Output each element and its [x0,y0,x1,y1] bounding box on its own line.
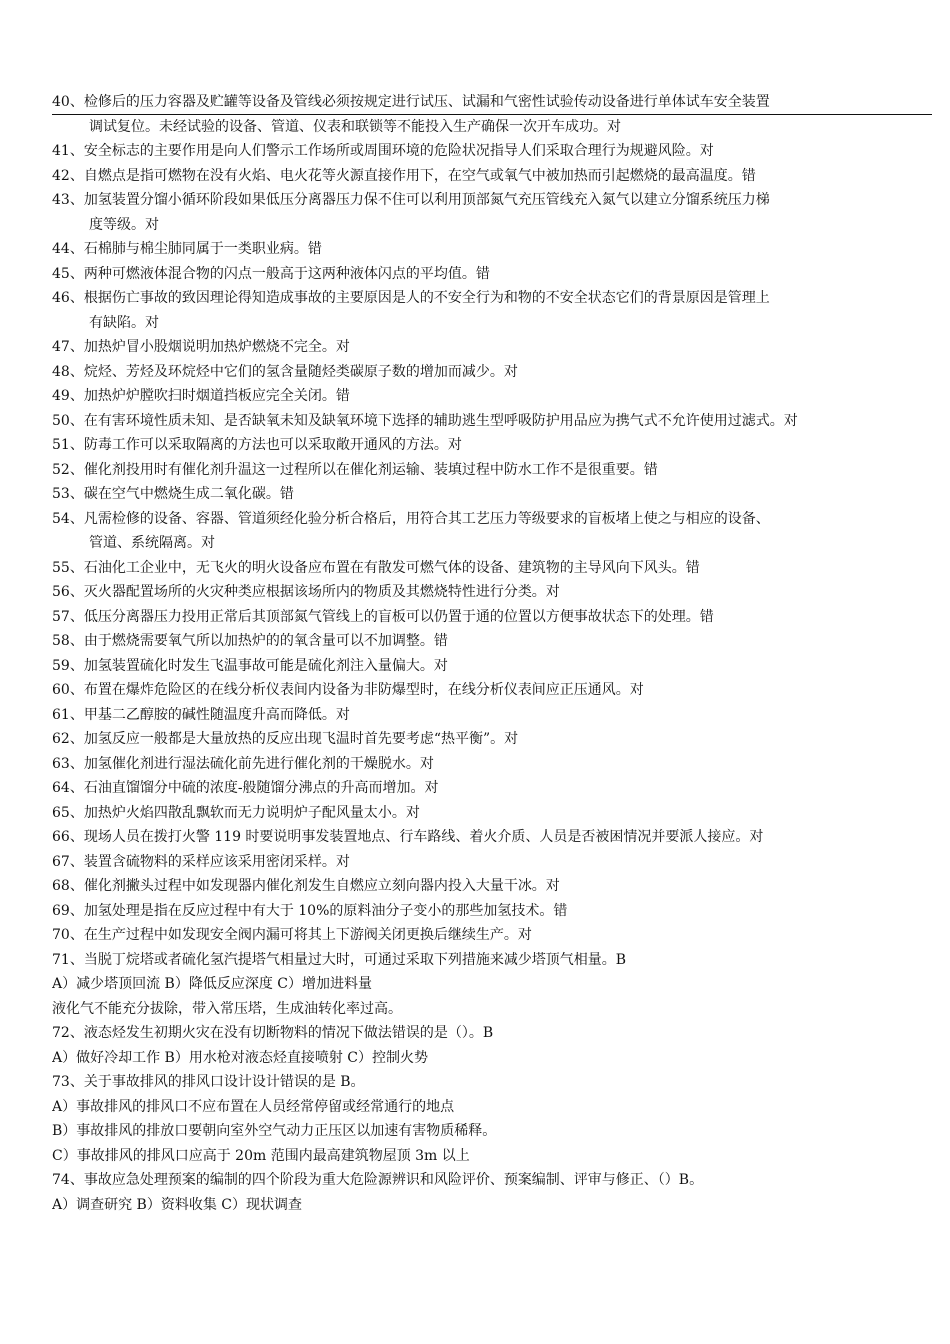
text-line: 67、装置含硫物料的采样应该采用密闭采样。对 [52,853,350,870]
text-line: A）事故排风的排风口不应布置在人员经常停留或经常通行的地点 [52,1098,455,1115]
text-line: 68、催化剂撇头过程中如发现器内催化剂发生自燃应立刻向器内投入大量干冰。对 [52,878,560,894]
text-line: 73、关于事故排风的排风口设计设计错误的是 B。 [52,1074,365,1090]
text-line: 47、加热炉冒小股烟说明加热炉燃烧不完全。对 [52,339,350,355]
text-line: 72、液态烃发生初期火灾在没有切断物料的情况下做法错误的是（）。B [52,1025,494,1041]
text-line: 49、加热炉炉膛吹扫时烟道挡板应完全关闭。错 [52,388,350,404]
text-line: A）调查研究 B）资料收集 C）现状调查 [52,1196,303,1213]
text-line: 55、石油化工企业中，无飞火的明火设备应布置在有散发可燃气体的设备、建筑物的主导风向下风头。错 [52,559,700,576]
text-line: 59、加氢装置硫化时发生飞温事故可能是硫化剂注入量偏大。对 [52,657,448,674]
text-line: 41、安全标志的主要作用是向人们警示工作场所或周围环境的危险状况指导人们采取合理行为规避风险。对 [52,143,714,159]
text-line: 66、现场人员在拨打火警 119 时要说明事发装置地点、行车路线、着火介质、人员是否被困情况并要派人接应。对 [52,829,764,845]
text-line: 63、加氢催化剂进行湿法硫化前先进行催化剂的干燥脱水。对 [52,755,434,772]
text-line: 65、加热炉火焰四散乱飘软而无力说明炉子配风量太小。对 [52,804,420,821]
text-line: 43、加氢装置分馏小循环阶段如果低压分离器压力保不住可以利用顶部氮气充压管线充入氮气以建立分馏系统压力梯 [52,192,770,208]
text-line: A）减少塔顶回流 B）降低反应深度 C）增加进料量 [52,976,373,992]
text-line: 46、根据伤亡事故的致因理论得知造成事故的主要原因是人的不安全行为和物的不安全状态它们的背景原因是管理上 [52,290,770,306]
text-line: 56、灭火器配置场所的火灾种类应根据该场所内的物质及其燃烧特性进行分类。对 [52,584,560,600]
text-line-continuation: 度等级。对 [89,216,159,233]
text-line: 54、凡需检修的设备、容器、管道须经化验分析合格后，用符合其工艺压力等级要求的盲板堵上使之与相应的设备、 [52,510,770,527]
text-line: A）做好冷却工作 B）用水枪对液态烃直接喷射 C）控制火势 [52,1049,429,1066]
text-line: 58、由于燃烧需要氧气所以加热炉的的氧含量可以不加调整。错 [52,633,448,649]
text-line: 液化气不能充分拔除，带入常压塔，生成油转化率过高。 [52,1000,402,1017]
text-line: 69、加氢处理是指在反应过程中有大于 10%的原料油分子变小的那些加氢技术。错 [52,902,568,919]
text-line: 51、防毒工作可以采取隔离的方法也可以采取敞开通风的方法。对 [52,437,462,453]
text-line: 42、自燃点是指可燃物在没有火焰、电火花等火源直接作用下，在空气或氧气中被加热而引起燃烧的最高温度。错 [52,167,756,184]
text-line: 64、石油直馏馏分中硫的浓度-般随馏分沸点的升高而增加。对 [52,780,439,796]
text-line: 61、甲基二乙醇胺的碱性随温度升高而降低。对 [52,706,350,723]
text-line-continuation: 调试复位。未经试验的设备、管道、仪表和联锁等不能投入生产确保一次开车成功。对 [89,118,621,135]
text-line: 74、事故应急处理预案的编制的四个阶段为重大危险源辨识和风险评价、预案编制、评审与修正、（）B。 [52,1172,704,1188]
text-line: 52、催化剂投用时有催化剂升温这一过程所以在催化剂运输、装填过程中防水工作不是很重要。错 [52,461,658,478]
text-line: 60、布置在爆炸危险区的在线分析仪表间内设备为非防爆型时，在线分析仪表间应正压通风。对 [52,682,644,698]
text-line: 50、在有害环境性质未知、是否缺氧未知及缺氧环境下选择的辅助逃生型呼吸防护用品应为携气式不允许使用过滤式。对 [52,412,798,429]
text-line: 53、碳在空气中燃烧生成二氧化碳。错 [52,486,294,502]
text-line: 57、低压分离器压力投用正常后其顶部氮气管线上的盲板可以仍置于通的位置以方便事故状态下的处理。错 [52,608,714,625]
text-line: 62、加氢反应一般都是大量放热的反应出现飞温时首先要考虑“热平衡”。对 [52,731,519,747]
text-line: 45、两种可燃液体混合物的闪点一般高于这两种液体闪点的平均值。错 [52,265,490,282]
text-line-continuation: 管道、系统隔离。对 [89,535,215,551]
document-body [52,90,932,1217]
text-line: C）事故排风的排风口应高于 20m 范围内最高建筑物屋顶 3m 以上 [52,1147,470,1164]
text-line: 48、烷烃、芳烃及环烷烃中它们的氢含量随烃类碳原子数的增加而减少。对 [52,363,518,380]
text-line: 44、石棉肺与棉尘肺同属于一类职业病。错 [52,241,322,257]
text-line: 70、在生产过程中如发现安全阀内漏可将其上下游阀关闭更换后继续生产。对 [52,927,532,943]
text-line-continuation: 有缺陷。对 [89,314,159,331]
text-line: 71、当脱丁烷塔或者硫化氢汽提塔气相量过大时，可通过采取下列措施来减少塔顶气相量。B [52,951,627,968]
text-line: B）事故排风的排放口要朝向室外空气动力正压区以加速有害物质稀释。 [52,1123,497,1139]
text-line: 40、检修后的压力容器及贮罐等设备及管线必须按规定进行试压、试漏和气密性试验传动设备进行单体试车安全装置 [52,90,932,115]
